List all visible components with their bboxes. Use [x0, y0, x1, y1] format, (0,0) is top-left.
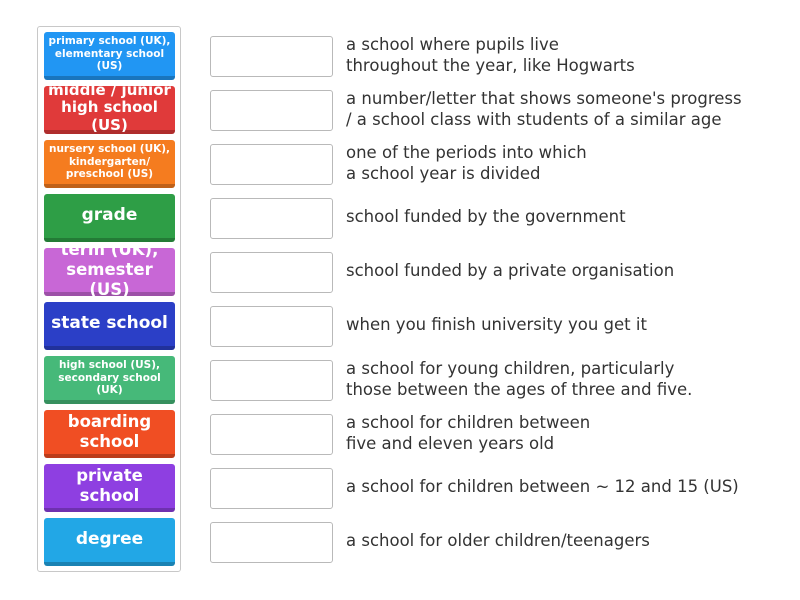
definition-text-6: when you finish university you get it	[346, 315, 647, 334]
answer-drop-box-6[interactable]	[210, 306, 333, 347]
tile-label: grade	[81, 205, 138, 226]
definition-text-1: a school where pupils live throughout the year, like Hogwarts	[346, 35, 635, 75]
answer-tile-boarding-school[interactable]	[44, 410, 175, 458]
definition-text-10: a school for older children/teenagers	[346, 531, 650, 550]
answer-drop-box-4[interactable]	[210, 198, 333, 239]
answer-tile-primary-school[interactable]	[44, 32, 175, 80]
answer-drop-box-8[interactable]	[210, 414, 333, 455]
definition-text-2: a number/letter that shows someone's progress / a school class with students of a similar age	[346, 89, 742, 129]
answer-tile-grade[interactable]	[44, 194, 175, 242]
answer-drop-box-5[interactable]	[210, 252, 333, 293]
answer-tile-nursery-school[interactable]	[44, 140, 175, 188]
definition-text-5: school funded by a private organisation	[346, 261, 675, 280]
definition-text-4: school funded by the government	[346, 207, 626, 226]
tile-label: middle / junior high school (US)	[48, 81, 171, 134]
tile-label: degree	[75, 529, 144, 550]
answer-tile-high-school[interactable]	[44, 356, 175, 404]
answer-drop-box-3[interactable]	[210, 144, 333, 185]
definition-text-9: a school for children between ~ 12 and 15 (US)	[346, 477, 739, 496]
tile-label: private school	[76, 465, 143, 505]
tile-label: high school (US), secondary school (UK)	[58, 359, 161, 397]
answer-drop-box-2[interactable]	[210, 90, 333, 131]
tile-label: nursery school (UK), kindergarten/ preschool (US)	[48, 143, 171, 181]
definition-text-7: a school for young children, particularly those between the ages of three and five.	[346, 359, 693, 399]
answer-drop-box-7[interactable]	[210, 360, 333, 401]
answer-tile-middle-school[interactable]	[44, 81, 175, 134]
answer-drop-box-10[interactable]	[210, 522, 333, 563]
tile-label: term (UK), semester (US)	[60, 239, 159, 300]
answer-tile-state-school[interactable]	[44, 302, 175, 350]
definition-text-3: one of the periods into which a school year is divided	[346, 143, 587, 183]
answer-tile-term[interactable]	[44, 239, 175, 300]
answer-drop-box-9[interactable]	[210, 468, 333, 509]
answer-tile-private-school[interactable]	[44, 464, 175, 512]
tile-label: boarding school	[67, 411, 152, 451]
tile-label: state school	[51, 313, 168, 334]
answer-drop-box-1[interactable]	[210, 36, 333, 77]
answer-tile-degree[interactable]	[44, 518, 175, 566]
definition-text-8: a school for children between five and eleven years old	[346, 413, 591, 453]
tile-label: primary school (UK), elementary school (US)	[48, 35, 171, 73]
